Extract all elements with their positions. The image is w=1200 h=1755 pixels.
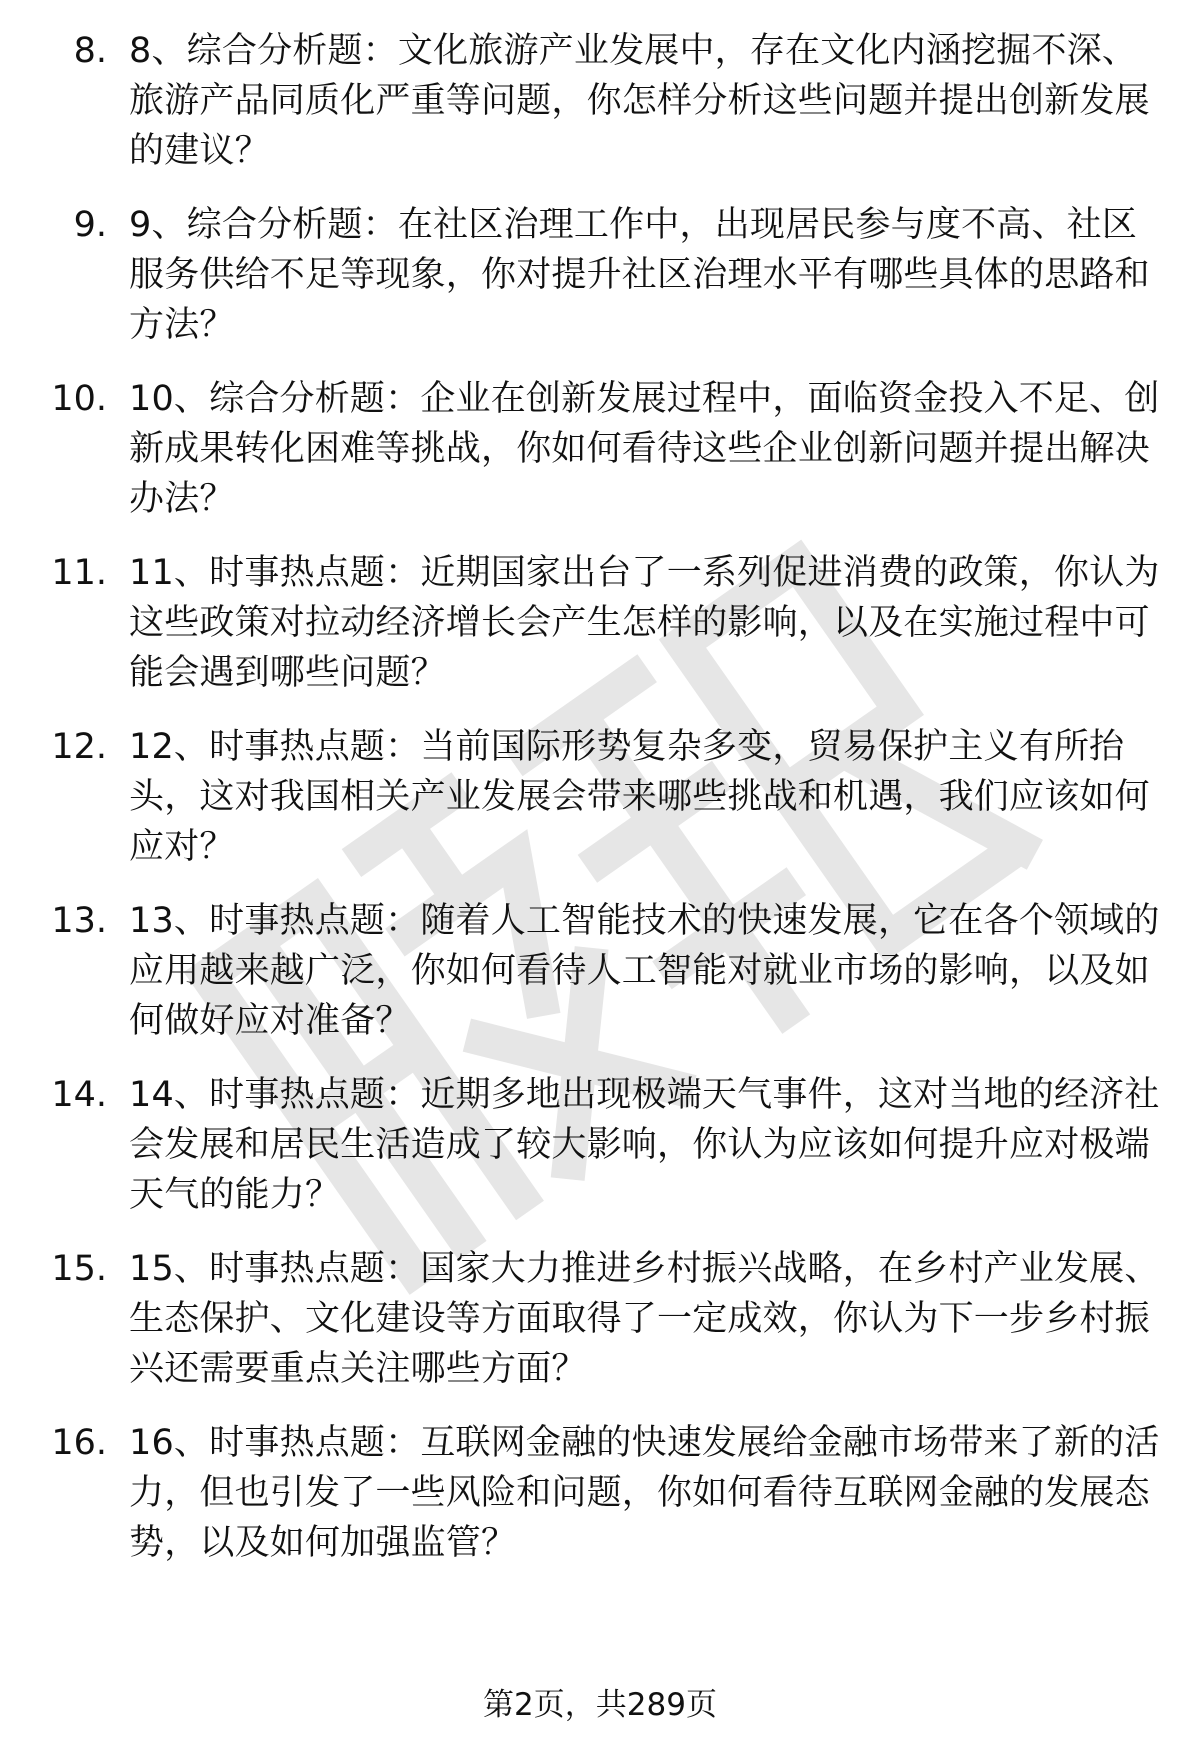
question-text: 12、时事热点题：当前国际形势复杂多变，贸易保护主义有所抬头，这对我国相关产业发展会带来哪些挑战和机遇，我们应该如何应对？	[129, 727, 1150, 867]
question-number: 13.	[51, 901, 107, 941]
question-text: 15、时事热点题：国家大力推进乡村振兴战略，在乡村产业发展、生态保护、文化建设等方面取得了一定成效，你认为下一步乡村振兴还需要重点关注哪些方面？	[129, 1249, 1160, 1389]
page-number: 第2页，共289页	[483, 1687, 717, 1723]
question-text: 16、时事热点题：互联网金融的快速发展给金融市场带来了新的活力，但也引发了一些风险和问题，你如何看待互联网金融的发展态势，以及如何加强监管？	[129, 1423, 1160, 1563]
question-list	[0, 26, 1200, 1592]
question-item	[0, 548, 1200, 722]
question-text: 14、时事热点题：近期多地出现极端天气事件，这对当地的经济社会发展和居民生活造成了较大影响，你认为应该如何提升应对极端天气的能力？	[129, 1075, 1160, 1215]
question-number: 11.	[51, 553, 107, 593]
question-number: 9.	[73, 205, 107, 245]
question-number: 8.	[73, 31, 107, 71]
question-number: 15.	[51, 1249, 107, 1289]
question-item	[0, 200, 1200, 374]
question-text: 9、综合分析题：在社区治理工作中，出现居民参与度不高、社区服务供给不足等现象，你对提升社区治理水平有哪些具体的思路和方法？	[129, 205, 1150, 345]
question-number: 12.	[51, 727, 107, 767]
question-item	[0, 26, 1200, 200]
question-item	[0, 1418, 1200, 1592]
question-item	[0, 722, 1200, 896]
question-number: 14.	[51, 1075, 107, 1115]
question-number: 10.	[51, 379, 107, 419]
question-text: 8、综合分析题：文化旅游产业发展中，存在文化内涵挖掘不深、旅游产品同质化严重等问题，你怎样分析这些问题并提出创新发展的建议？	[129, 31, 1150, 171]
question-item	[0, 1244, 1200, 1418]
question-text: 10、综合分析题：企业在创新发展过程中，面临资金投入不足、创新成果转化困难等挑战，你如何看待这些企业创新问题并提出解决办法？	[129, 379, 1160, 519]
question-item	[0, 374, 1200, 548]
question-item	[0, 1070, 1200, 1244]
question-text: 11、时事热点题：近期国家出台了一系列促进消费的政策，你认为这些政策对拉动经济增长会产生怎样的影响，以及在实施过程中可能会遇到哪些问题？	[129, 553, 1160, 693]
question-text: 13、时事热点题：随着人工智能技术的快速发展，它在各个领域的应用越来越广泛，你如何看待人工智能对就业市场的影响，以及如何做好应对准备？	[129, 901, 1160, 1041]
question-item	[0, 896, 1200, 1070]
question-number: 16.	[51, 1423, 107, 1463]
